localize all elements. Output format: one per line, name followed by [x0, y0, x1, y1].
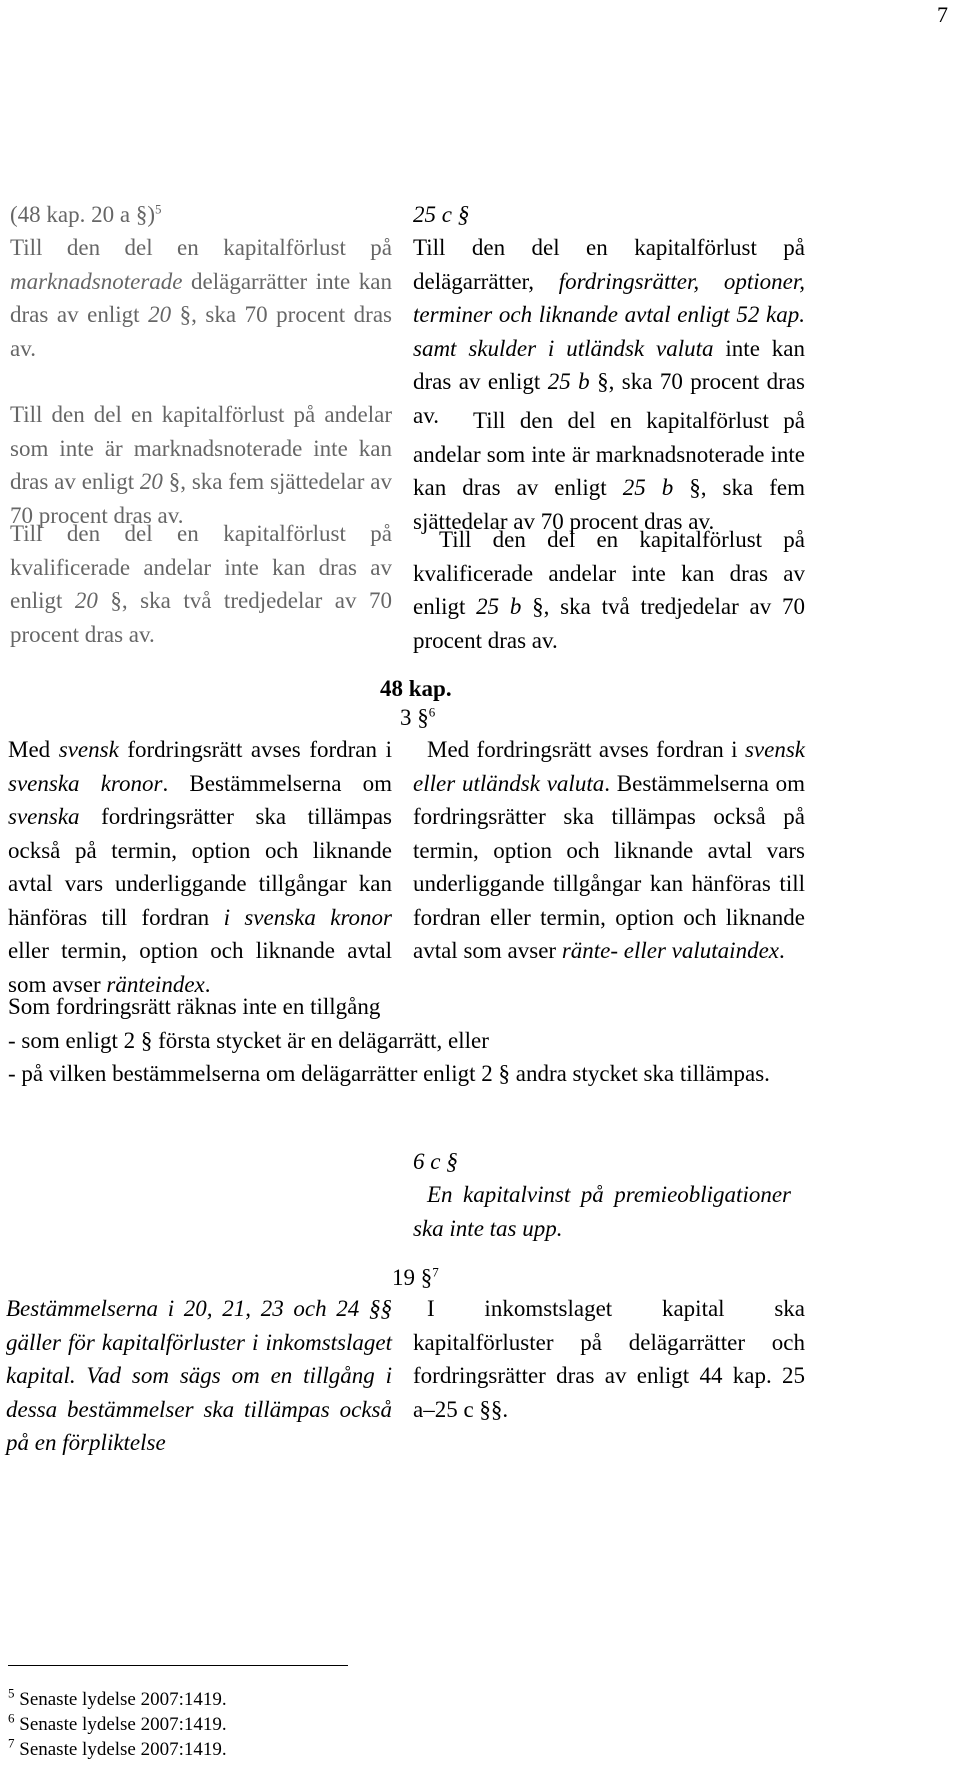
text: . — [778, 938, 785, 963]
text-italic: svenska kronor — [8, 770, 163, 796]
text: eller termin, option och liknande avtal som avser — [8, 938, 392, 997]
text: §, ska 70 procent dras av. — [10, 302, 393, 361]
text-italic: 20 — [139, 469, 163, 494]
right-bottom-paragraph — [413, 1292, 805, 1426]
right-top-paragraph-1 — [413, 231, 805, 432]
full-width-line-1: Som fordringsrätt räknas inte en tillgång — [8, 994, 381, 1019]
footnote-5 — [8, 1685, 227, 1712]
section-label: 25 c § — [413, 202, 470, 227]
heading-text: (48 kap. 20 a §) — [10, 202, 155, 227]
text: Till den del en kapitalförlust på — [10, 235, 392, 260]
footnote-ref: 5 — [155, 201, 162, 217]
section-label: 6 c § — [413, 1149, 458, 1174]
footnote-text: Senaste lydelse 2007:1419. — [19, 1689, 227, 1710]
right-top-paragraph-3 — [413, 523, 805, 657]
text: Med fordringsrätt avses fordran i — [427, 737, 745, 762]
text-italic: ränteindex — [106, 971, 205, 997]
text-italic: svensk — [58, 737, 119, 762]
text-italic: 25 b — [622, 475, 674, 500]
left-top-paragraph-1 — [10, 231, 392, 365]
footnote-number: 7 — [8, 1735, 15, 1751]
text: Till den del en kapitalförlust på kvalificerade andelar inte kan dras av enligt — [413, 527, 805, 619]
text: . Bestämmelserna om fordringsrätter ska tillämpas också på termin, option och liknande avtal vars underliggande tillgångar kan hänföras till fordran eller termin, option och liknande avtal som avser — [413, 770, 805, 963]
footnote-ref: 6 — [428, 704, 436, 720]
left-top-paragraph-3 — [10, 517, 392, 651]
text: . Bestämmelserna om — [162, 770, 392, 796]
section-label: 19 § — [392, 1265, 433, 1290]
section-6c-text — [413, 1178, 791, 1245]
text: inte kan dras av enligt — [413, 335, 805, 394]
left-top-paragraph-2 — [10, 398, 392, 532]
text-italic: 25 b — [476, 594, 522, 619]
footnote-7 — [8, 1735, 227, 1762]
text-italic: Bestämmelserna i 20, 21, 23 och 24 §§ gäller för kapitalförluster i inkomstslaget kapital. Vad som sägs om en tillgång i dessa bestämmelser ska tillämpas också på en förpliktelse — [6, 1296, 392, 1455]
text: §, ska två tredjedelar av 70 procent dras av. — [10, 588, 392, 647]
footnote-text: Senaste lydelse 2007:1419. — [19, 1739, 227, 1760]
footnote-number: 6 — [8, 1710, 15, 1726]
left-top-heading — [10, 198, 380, 232]
text: §, ska två tredjedelar av 70 procent dras av. — [413, 594, 805, 653]
text: §, ska fem sjättedelar av 70 procent dras av. — [413, 475, 805, 534]
text: fordringsrätter ska tillämpas också på termin, option och liknande avtal vars underliggande tillgångar kan hänföras till fordran — [8, 804, 392, 930]
text-italic: 20 — [74, 588, 98, 613]
text-italic: ränte- eller valutaindex — [561, 938, 779, 963]
footnote-text: Senaste lydelse 2007:1419. — [19, 1714, 227, 1735]
text: Till den del en kapitalförlust på delägarrätter, — [413, 235, 805, 294]
text: §, ska fem sjättedelar av 70 procent dras av. — [10, 469, 392, 528]
full-width-line-2: - som enligt 2 § första stycket är en delägarrätt, eller — [8, 1028, 489, 1053]
text: fordringsrätt avses fordran i — [118, 737, 392, 762]
full-width-line-3: - på vilken bestämmelserna om delägarrätter enligt 2 § andra stycket ska tillämpas. — [8, 1061, 770, 1086]
text: Till den del en kapitalförlust på andelar som inte är marknadsnoterade inte kan dras av enligt — [413, 408, 805, 500]
text: . — [204, 971, 211, 997]
text-italic: svenska — [8, 804, 80, 829]
text: Till den del en kapitalförlust på andelar som inte är marknadsnoterade inte kan dras av enligt — [10, 402, 392, 494]
section-19-heading — [392, 1261, 472, 1295]
right-mid-paragraph — [413, 733, 805, 968]
section-6c-heading — [413, 1145, 613, 1179]
left-mid-paragraph — [8, 733, 392, 1001]
text: Till den del en kapitalförlust på kvalificerade andelar inte kan dras av enligt — [10, 521, 392, 613]
text-italic: fordringsrätter, optioner, terminer och liknande avtal enligt 52 kap. samt skulder i utländsk valuta — [413, 268, 805, 361]
page-number: 7 — [937, 2, 948, 27]
right-top-heading — [413, 198, 793, 232]
text-italic: 25 b — [547, 369, 590, 394]
text-italic: svensk eller utländsk valuta — [413, 737, 805, 796]
footnote-separator — [8, 1665, 348, 1666]
section-label: 3 § — [400, 705, 429, 730]
footnote-6 — [8, 1710, 227, 1737]
text-italic: marknadsnoterade — [10, 268, 183, 294]
text-italic: i svenska kronor — [223, 904, 392, 930]
footnote-ref: 7 — [432, 1264, 439, 1280]
section-3-heading — [400, 701, 480, 735]
left-bottom-paragraph — [6, 1292, 392, 1460]
text: §, ska 70 procent dras av. — [413, 369, 805, 428]
text: delägarrätter inte kan dras av enligt — [10, 268, 392, 327]
text-italic: En kapitalvinst på premieobligationer ska inte tas upp. — [413, 1182, 791, 1241]
right-top-paragraph-2 — [413, 404, 805, 538]
footnote-number: 5 — [8, 1685, 15, 1701]
text-italic: 20 — [148, 302, 172, 327]
chapter-heading: 48 kap. — [380, 676, 452, 701]
text: Med — [8, 737, 59, 762]
text: I inkomstslaget kapital ska kapitalförluster på delägarrätter och fordringsrätter dras av enligt 44 kap. 25 a–25 c §§. — [413, 1296, 805, 1422]
